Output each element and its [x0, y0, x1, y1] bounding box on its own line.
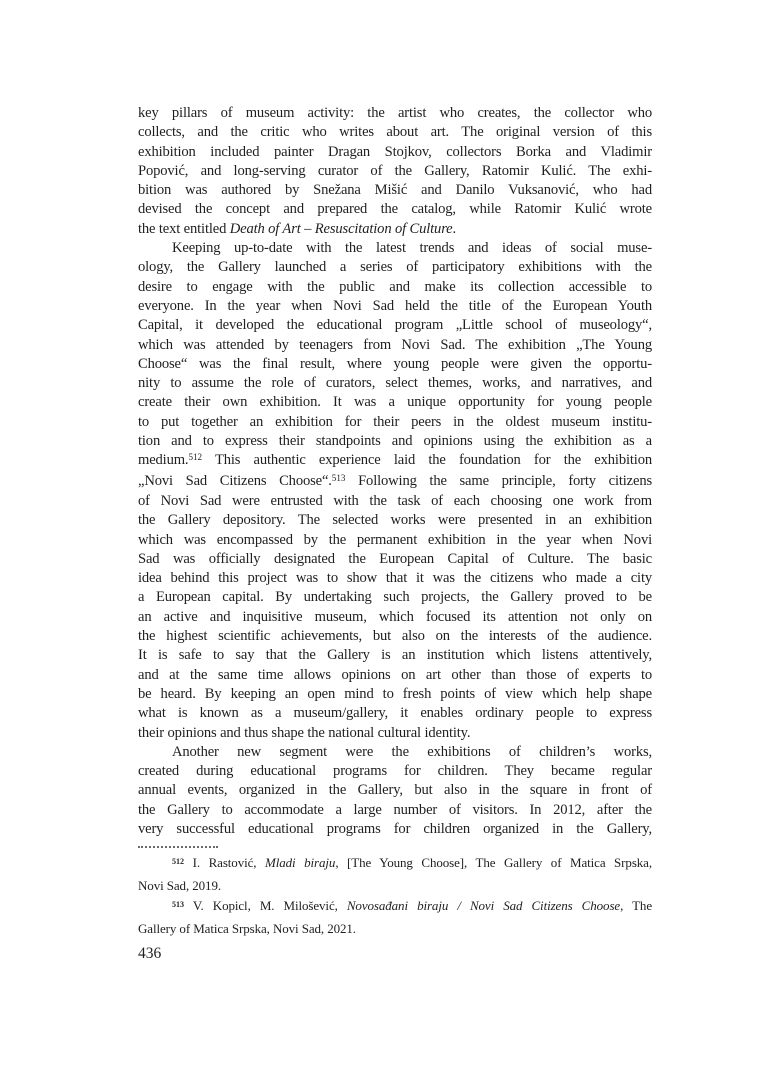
text-segment: tion and to express their standpoints and opinions using the exhibition as a — [138, 433, 652, 450]
text-segment: ology, the Gallery launched a series of participatory exhibitions with the — [138, 259, 652, 276]
text-line — [138, 181, 652, 200]
text-line — [138, 355, 652, 374]
text-line — [138, 316, 652, 335]
text-segment: key pillars of museum activity: the artist who creates, the collector who — [138, 105, 652, 121]
text-segment: the highest scientific achievements, but also on the interests of the audience. — [138, 628, 652, 645]
text-line — [138, 531, 652, 550]
text-line — [138, 374, 652, 393]
footnote-marker: 513 — [172, 899, 185, 909]
text-segment: annual events, organized in the Gallery, but also in the square in front of — [138, 782, 652, 799]
text-segment: Gallery of Matica Srpska, Novi Sad, 2021. — [138, 920, 356, 936]
text-segment: what is known as a museum/gallery, it enables ordinary people to express — [138, 705, 652, 722]
text-line — [138, 492, 652, 511]
text-segment: Capital, it developed the educational program „Little school of museology“, — [138, 317, 652, 334]
text-line — [138, 451, 652, 471]
text-line — [138, 896, 652, 919]
text-line — [138, 220, 652, 239]
text-segment: be heard. By keeping an open mind to fresh points of view which help shape — [138, 685, 652, 702]
text-line — [138, 919, 652, 940]
text-segment: the text entitled — [138, 220, 230, 237]
text-line — [138, 104, 652, 123]
text-segment: It is safe to say that the Gallery is an institution which listens attentively, — [138, 647, 652, 664]
text-segment: idea behind this project was to show that it was the citizens who made a city — [138, 570, 652, 587]
text-segment: everyone. In the year when Novi Sad held the title of the European Youth — [138, 297, 652, 314]
text-segment: desire to engage with the public and make its collection accessible to — [138, 278, 652, 295]
text-segment: exhibition included painter Dragan Stojkov, collectors Borka and Vladimir — [138, 143, 652, 160]
text-line — [138, 336, 652, 355]
text-segment: which was attended by teenagers from Novi Sad. The exhibition „The Young — [138, 336, 652, 353]
text-segment: , The — [620, 898, 652, 914]
text-line — [138, 820, 652, 839]
text-line — [138, 627, 652, 646]
text-line — [138, 511, 652, 530]
italic-text: Mladi biraju — [265, 855, 336, 871]
text-segment: very successful educational programs for children organized in the Gallery, — [138, 820, 652, 837]
text-line — [138, 162, 652, 181]
text-line — [138, 278, 652, 297]
page-number: 436 — [138, 945, 162, 963]
text-segment: Keeping up-to-date with the latest trends and ideas of social muse- — [172, 240, 652, 257]
text-line — [138, 258, 652, 277]
text-segment: and at the same time allows opinions on art other than those of experts to — [138, 666, 652, 683]
footnotes — [138, 853, 652, 939]
text-segment: collects, and the critic who writes about art. The original version of this — [138, 124, 652, 141]
text-line — [138, 123, 652, 142]
text-segment: Following the same principle, forty citizens — [345, 472, 653, 489]
text-segment: the Gallery to accommodate a large number of visitors. In 2012, after the — [138, 801, 652, 818]
text-segment: . — [452, 220, 457, 237]
text-segment: their opinions and thus shape the national cultural identity. — [138, 724, 471, 741]
text-line — [138, 646, 652, 665]
text-line — [138, 588, 652, 607]
text-segment: Another new segment were the exhibitions of children’s works, — [172, 743, 652, 760]
footnote-marker: 512 — [188, 452, 203, 463]
text-segment: Sad was officially designated the European Capital of Culture. The basic — [138, 550, 652, 567]
text-segment: , [The Young Choose], The Gallery of Matica Srpska, — [335, 855, 652, 871]
text-line — [138, 724, 652, 743]
text-line — [138, 413, 652, 432]
text-segment: Novi Sad, 2019. — [138, 877, 222, 893]
text-line — [138, 666, 652, 685]
text-segment: create their own exhibition. It was a unique opportunity for young people — [138, 394, 652, 411]
text-segment: the Gallery depository. The selected works were presented in an exhibition — [138, 512, 652, 529]
text-line — [138, 432, 652, 451]
text-segment: Choose“ was the final result, where young people were given the opportu- — [138, 355, 652, 372]
text-segment: of Novi Sad were entrusted with the task of each choosing one work from — [138, 492, 652, 509]
italic-text: Novosađani biraju / Novi Sad Citizens Choose — [346, 898, 621, 914]
text-line — [138, 762, 652, 781]
text-segment: „Novi Sad Citizens Choose“. — [138, 472, 332, 489]
text-line — [138, 685, 652, 704]
text-line — [138, 239, 652, 258]
text-segment: I. Rastović, — [184, 855, 265, 871]
text-line — [138, 853, 652, 876]
text-segment: created during educational programs for children. They became regular — [138, 763, 652, 780]
text-block — [138, 104, 652, 964]
footnote-separator — [138, 846, 218, 848]
text-line — [138, 743, 652, 762]
text-segment: devised the concept and prepared the catalog, while Ratomir Kulić wrote — [138, 201, 652, 218]
text-segment: medium. — [138, 452, 189, 469]
text-line — [138, 569, 652, 588]
footnote-marker: 513 — [331, 472, 346, 483]
body-text — [138, 104, 652, 839]
text-line — [138, 704, 652, 723]
text-segment: Popović, and long-serving curator of the Gallery, Ratomir Kulić. The exhi- — [138, 162, 652, 179]
text-line — [138, 550, 652, 569]
text-segment: bition was authored by Snežana Mišić and Danilo Vuksanović, who had — [138, 182, 652, 199]
text-line — [138, 472, 652, 492]
text-segment: V. Kopicl, M. Milošević, — [184, 898, 347, 914]
text-line — [138, 801, 652, 820]
text-segment: which was encompassed by the permanent exhibition in the year when Novi — [138, 531, 652, 548]
text-segment: nity to assume the role of curators, select themes, works, and narratives, and — [138, 375, 652, 392]
text-segment: to put together an exhibition for their peers in the oldest museum institu- — [138, 413, 652, 430]
text-line — [138, 608, 652, 627]
text-segment: This authentic experience laid the foundation for the exhibition — [202, 452, 652, 469]
text-segment: an active and inquisitive museum, which focused its attention not only on — [138, 608, 652, 625]
italic-text: Death of Art – Resuscitation of Culture — [229, 220, 453, 237]
text-line — [138, 297, 652, 316]
text-line — [138, 393, 652, 412]
text-line — [138, 876, 652, 897]
text-line — [138, 200, 652, 219]
text-line — [138, 143, 652, 162]
text-line — [138, 781, 652, 800]
text-segment: a European capital. By undertaking such projects, the Gallery proved to be — [138, 589, 652, 606]
footnote-marker: 512 — [172, 856, 185, 866]
